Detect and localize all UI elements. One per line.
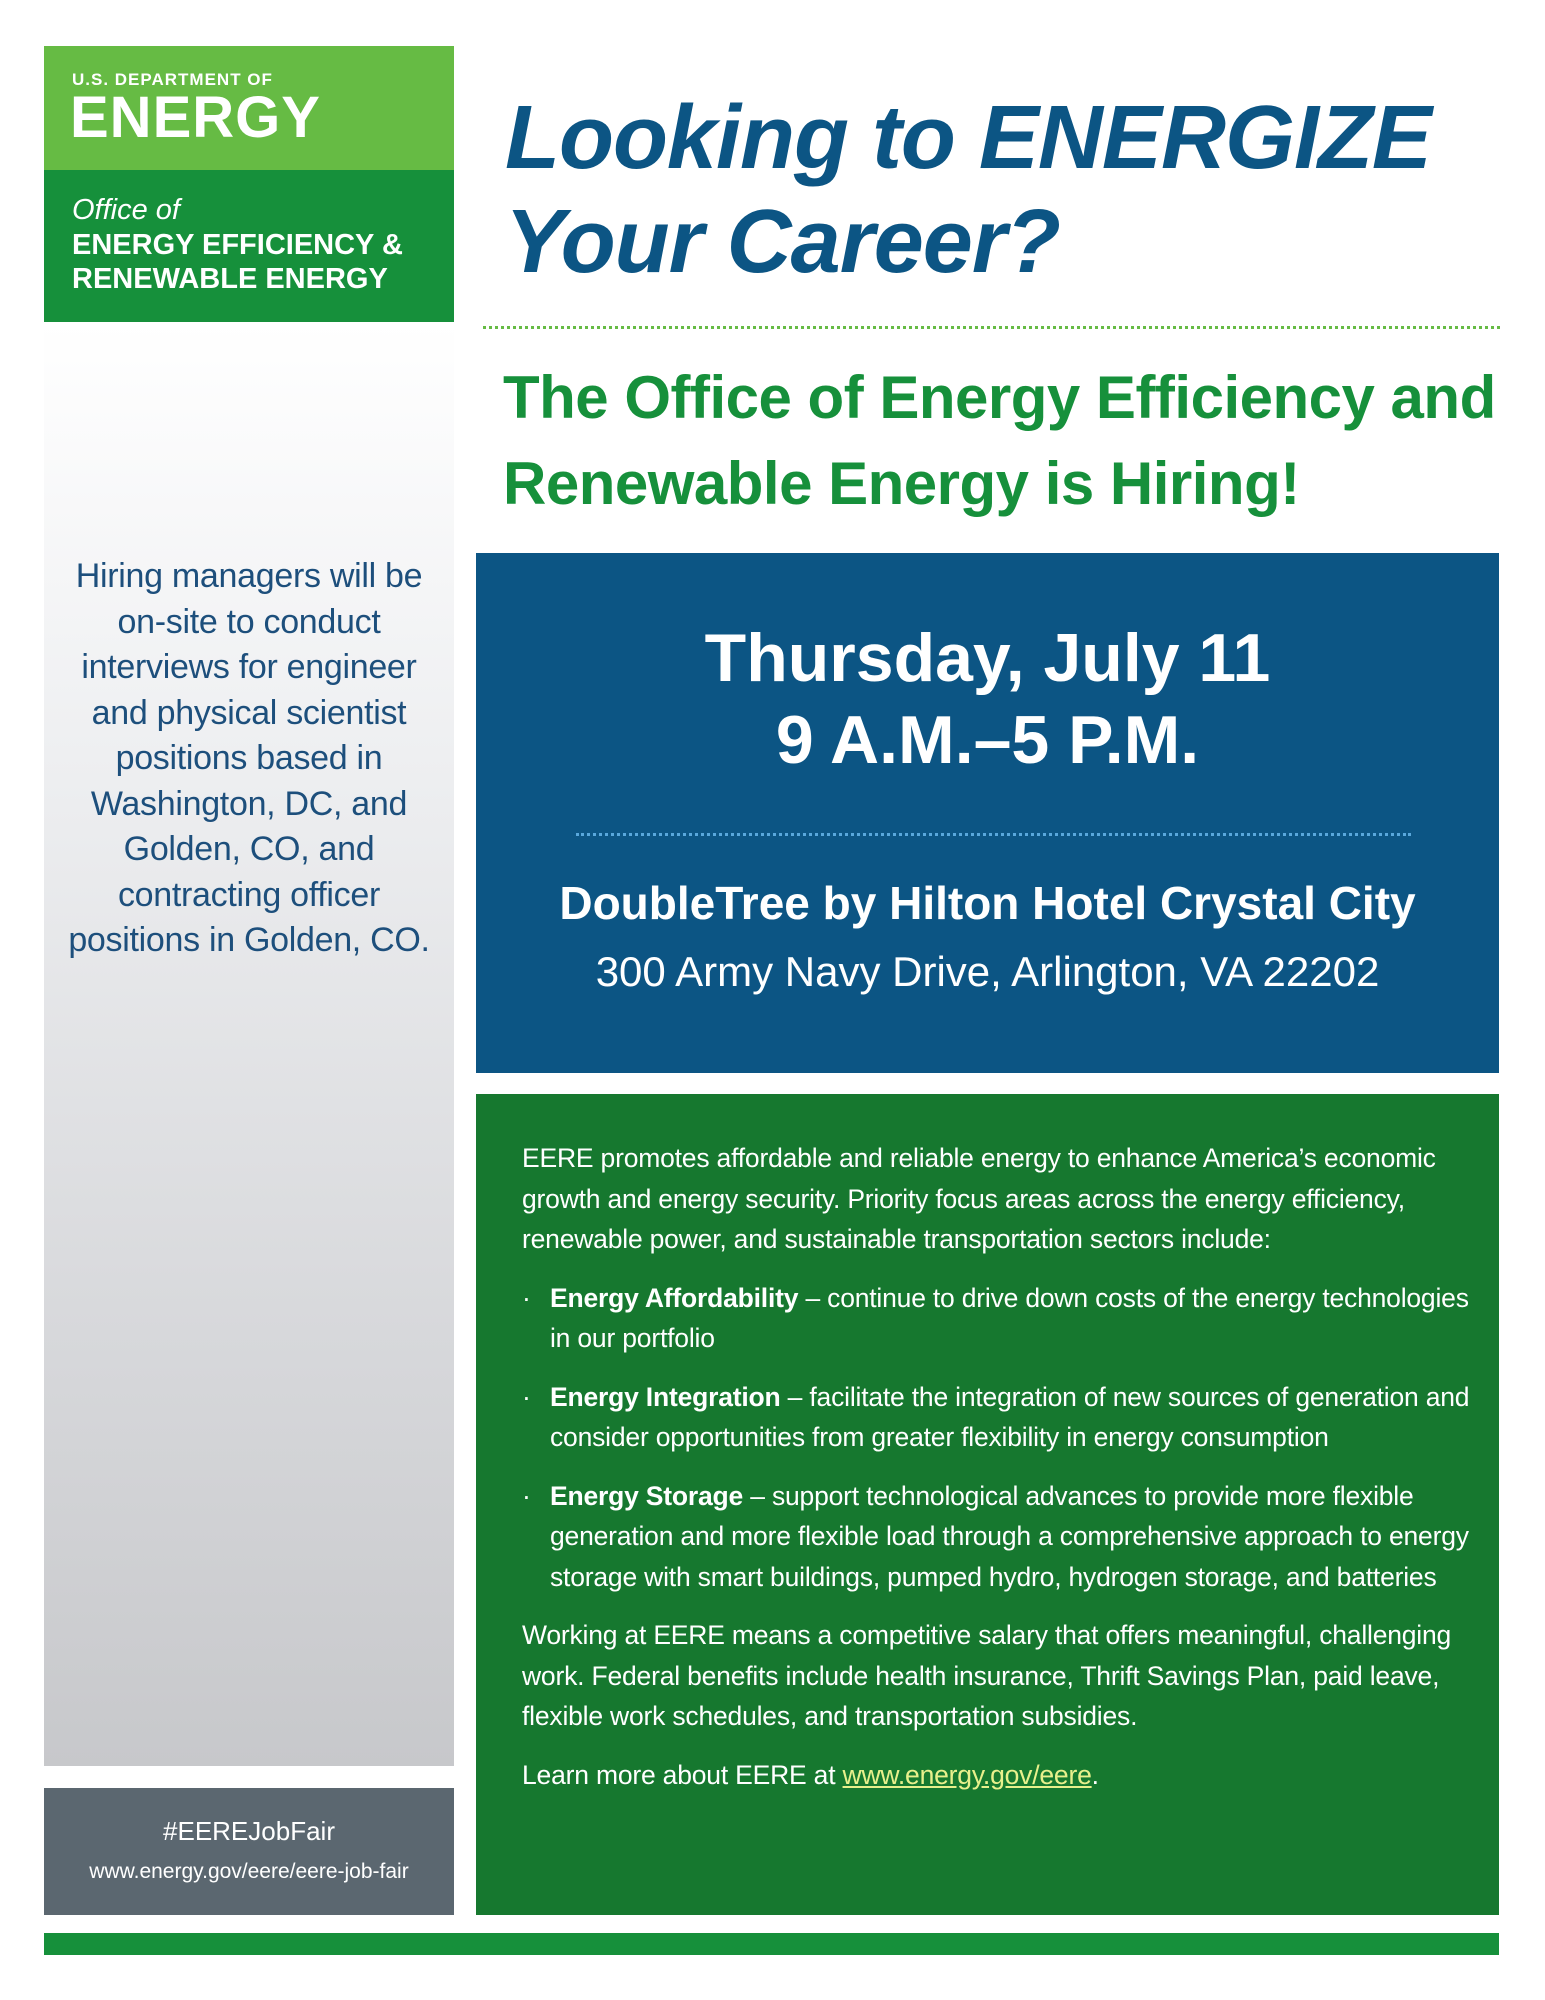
job-fair-url[interactable]: www.energy.gov/eere/eere-job-fair — [89, 1860, 409, 1883]
sidebar-panel — [44, 322, 454, 1766]
info-content — [522, 1138, 1472, 1813]
bullet-icon: · — [522, 1480, 531, 1511]
divider — [576, 833, 1411, 836]
event-address: 300 Army Navy Drive, Arlington, VA 22202 — [595, 948, 1380, 995]
focus-area-term: Energy Integration — [550, 1381, 781, 1412]
hashtag: #EEREJobFair — [163, 1816, 335, 1846]
benefits-text: Working at EERE means a competitive salary that offers meaningful, challenging work. Federal benefits include health insurance, Thrift Savings Plan, paid leave, flexible work schedules, and transportation subsidies. — [522, 1620, 1452, 1731]
list-item — [522, 1278, 1472, 1359]
doe-logo-top — [44, 46, 454, 170]
page-headline: Looking to ENERGIZE Your Career? — [505, 88, 1431, 292]
logo-department-text: U.S. DEPARTMENT OF — [72, 70, 273, 89]
focus-area-description: – facilitate the integration of new sources of generation and consider opportunities from greater flexibility in energy consumption — [550, 1381, 1470, 1452]
focus-area-list — [522, 1278, 1472, 1598]
learn-more-line — [522, 1755, 1472, 1796]
divider — [483, 326, 1500, 329]
hashtag-box — [44, 1788, 454, 1915]
event-time: 9 A.M.–5 P.M. — [775, 702, 1200, 778]
bullet-icon: · — [522, 1282, 531, 1313]
event-date: Thursday, July 11 — [704, 620, 1271, 696]
footer-bar — [44, 1933, 1499, 1955]
bullet-icon: · — [522, 1381, 531, 1412]
focus-area-term: Energy Affordability — [550, 1282, 799, 1313]
eere-link[interactable]: www.energy.gov/eere — [842, 1759, 1092, 1790]
logo-energy-wordmark: ENERGY — [70, 85, 321, 150]
page-subheading: The Office of Energy Efficiency and Renewable Energy is Hiring! — [503, 364, 1496, 517]
event-venue: DoubleTree by Hilton Hotel Crystal City — [559, 877, 1416, 929]
focus-area-description: – continue to drive down costs of the energy technologies in our portfolio — [550, 1282, 1469, 1353]
learn-more-suffix: . — [1091, 1759, 1099, 1790]
info-box — [476, 1094, 1499, 1915]
logo-office-name: ENERGY EFFICIENCY & RENEWABLE ENERGY — [72, 229, 403, 295]
focus-area-term: Energy Storage — [550, 1480, 744, 1511]
list-item — [522, 1476, 1472, 1598]
event-details-box — [476, 553, 1499, 1073]
info-intro: EERE promotes affordable and reliable energy to enhance America’s economic growth and energy security. Priority focus areas across the energy efficiency, renewable power, and sustainable transportation sectors include: — [522, 1143, 1436, 1254]
learn-more-prefix: Learn more about EERE at — [522, 1759, 843, 1790]
focus-area-description: – support technological advances to provide more flexible generation and more flexible load through a comprehensive approach to energy storage with smart buildings, pumped hydro, hydrogen storage, and batteries — [550, 1480, 1469, 1592]
sidebar-hiring-text: Hiring managers will be on-site to conduct interviews for engineer and physical scientist positions based in Washington, DC, and Golden, CO, and contracting officer positions in Golden, CO. — [68, 557, 430, 959]
eere-logo-block — [44, 170, 454, 322]
list-item — [522, 1377, 1472, 1458]
logo-office-prefix: Office of — [72, 194, 180, 226]
